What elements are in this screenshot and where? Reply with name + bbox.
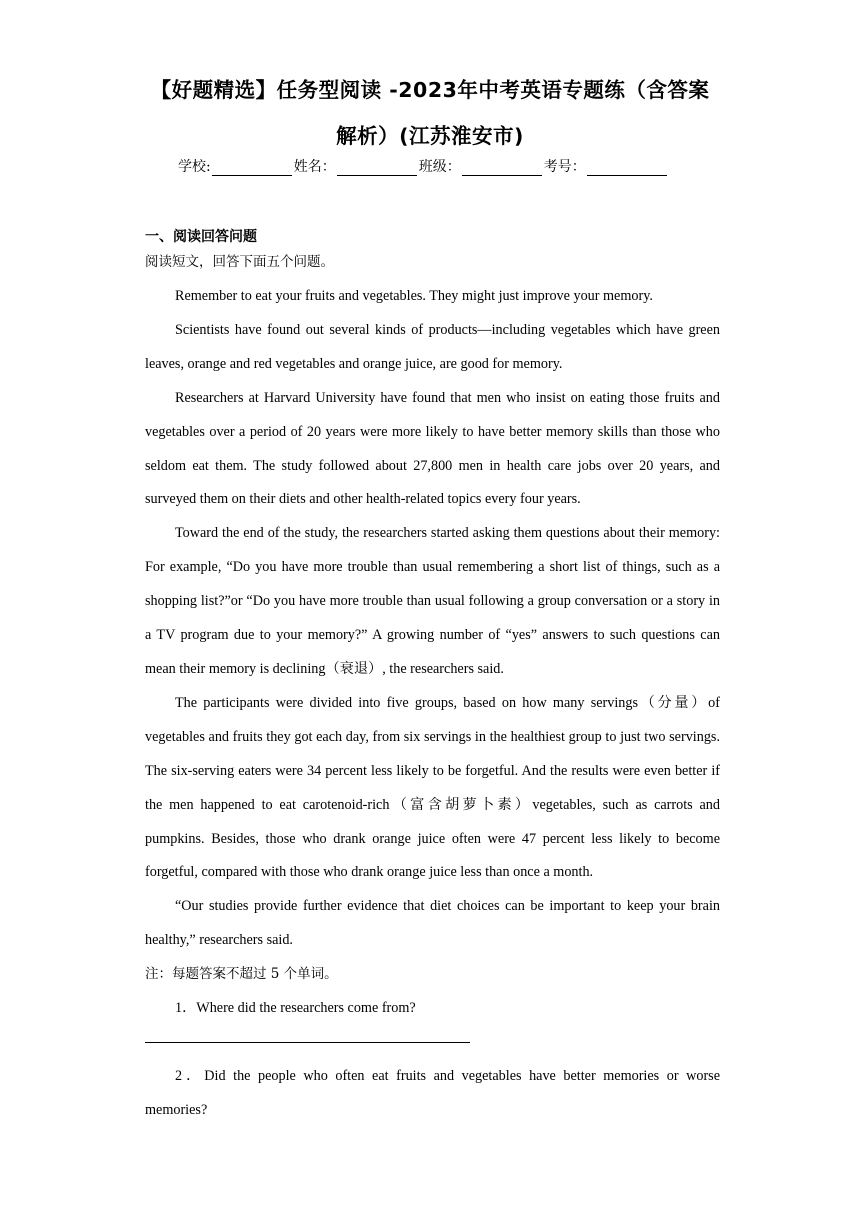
name-label: 姓名： bbox=[293, 159, 336, 175]
question-1 bbox=[145, 992, 720, 1026]
class-label: 班级： bbox=[418, 159, 461, 175]
exam-number-label: 考号： bbox=[543, 159, 586, 175]
name-blank[interactable] bbox=[337, 161, 417, 176]
passage-paragraph: “Our studies provide further evidence that diet choices can be important to keep your brain healthy,” researchers said. bbox=[145, 898, 720, 949]
passage-paragraph: Toward the end of the study, the researchers started asking them questions about their memory: For example, “Do you have more trouble than usual remembering a short list of things, such as a shopping list?”or “Do you have more trouble than usual following a group conversation or a story in a TV program due to your memory?” A growing number of “yes” answers to such questions can mean their memory is declining（衰退）, the researchers said. bbox=[145, 525, 720, 677]
passage-paragraph: Researchers at Harvard University have found that men who insist on eating those fruits and vegetables over a period of 20 years were more likely to have better memory skills than those who seldom eat them. The study followed about 27,800 men in health care jobs over 20 years, and surveyed them on their diets and other health-related topics every four years. bbox=[145, 389, 720, 508]
student-info-row bbox=[178, 156, 669, 176]
section-instruction: 阅读短文，回答下面五个问题。 bbox=[145, 254, 334, 270]
document-title-line-2: 解析）(江苏淮安市) bbox=[336, 124, 524, 148]
school-label: 学校: bbox=[178, 159, 211, 175]
question-2 bbox=[145, 1060, 720, 1128]
document-title-line-1: 【好题精选】任务型阅读 -2023年中考英语专题练（含答案 bbox=[150, 78, 710, 102]
section-heading: 一、阅读回答问题 bbox=[145, 229, 257, 245]
question-number: 1． bbox=[175, 1000, 197, 1017]
passage-paragraph: The participants were divided into five groups, based on how many servings（分量）of vegetables and fruits they got each day, from six servings in the healthiest group to just two servings. The six-serving eaters were 34 percent less likely to be forgetful. And the results were even better if the men happened to eat carotenoid-rich（富含胡萝卜素）vegetables, such as carrots and pumpkins. Besides, those who drank orange juice often were 47 percent less likely to become forgetful, compared with those who drank orange juice less than once a month. bbox=[145, 694, 720, 881]
school-blank[interactable] bbox=[212, 161, 292, 176]
answer-line-1[interactable] bbox=[145, 1026, 720, 1060]
question-text: Did the people who often eat fruits and vegetables have better memories or worse memories? bbox=[145, 1067, 720, 1118]
reading-passage bbox=[145, 280, 720, 1128]
passage-paragraph: Scientists have found out several kinds of products—including vegetables which have green leaves, orange and red vegetables and orange juice, are good for memory. bbox=[145, 321, 720, 372]
answer-note: 注：每题答案不超过 5 个单词。 bbox=[145, 966, 338, 983]
class-blank[interactable] bbox=[462, 161, 542, 176]
exam-number-blank[interactable] bbox=[587, 161, 667, 176]
question-text: Where did the researchers come from? bbox=[196, 1000, 416, 1017]
question-number: 2． bbox=[175, 1067, 205, 1084]
passage-paragraph: Remember to eat your fruits and vegetables. They might just improve your memory. bbox=[175, 288, 653, 304]
